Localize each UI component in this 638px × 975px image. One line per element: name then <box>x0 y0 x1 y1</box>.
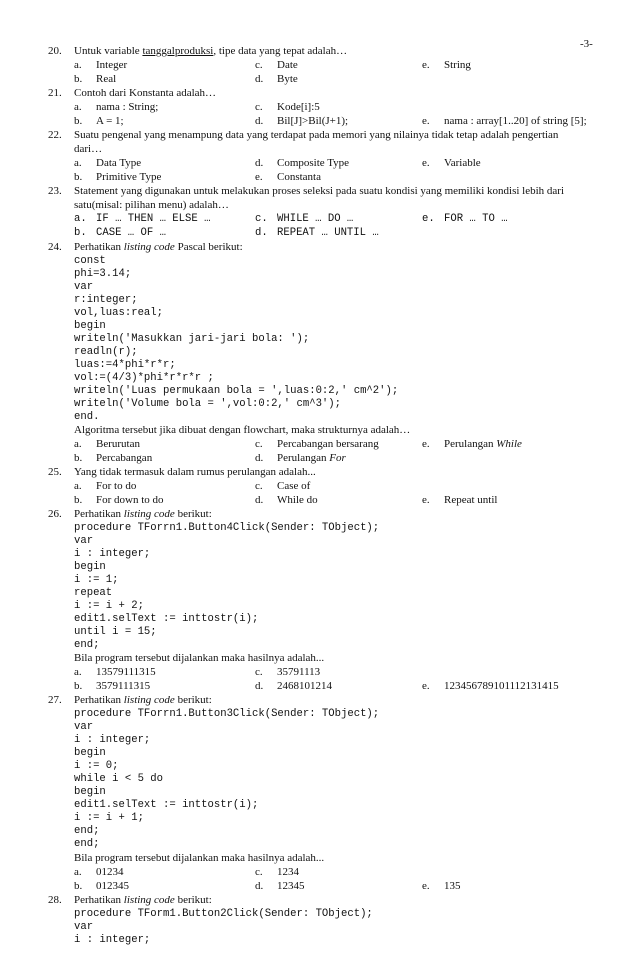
code-listing-q27 <box>74 708 638 851</box>
question-intro: Perhatikan listing code berikut: <box>74 694 212 706</box>
option-a: a. Data Type <box>74 157 142 169</box>
question-24-options-row-2 <box>0 452 638 465</box>
question-22-options-row-1 <box>0 157 638 170</box>
question-27-question-row <box>0 852 638 865</box>
code-line: var <box>74 921 94 933</box>
option-b: b. Real <box>74 73 117 85</box>
code-line: begin <box>74 561 106 573</box>
option-e: e. String <box>422 59 471 71</box>
option-b: b. Primitive Type <box>74 171 162 183</box>
code-line: edit1.selText := inttostr(i); <box>74 799 259 811</box>
question-text: Bila program tersebut dijalankan maka hasilnya adalah... <box>74 652 325 664</box>
code-line: readln(r); <box>74 346 138 358</box>
option-e: e. Variable <box>422 157 481 169</box>
question-23-options-row-2 <box>0 227 638 240</box>
option-c: c. Case of <box>255 480 311 492</box>
question-23-stem-row-2 <box>0 199 638 212</box>
code-listing-q26 <box>74 522 638 652</box>
code-line: end; <box>74 825 100 837</box>
question-24-intro-row <box>0 241 638 254</box>
option-d: d. While do <box>255 494 318 506</box>
question-23-options-row-1 <box>0 213 638 226</box>
option-d: d. 2468101214 <box>255 680 332 692</box>
option-a: a. Berurutan <box>74 438 140 450</box>
code-line: end; <box>74 838 100 850</box>
option-c: c. 35791113 <box>255 666 321 678</box>
question-25-options-row-2 <box>0 494 638 507</box>
option-d: d. 12345 <box>255 880 305 892</box>
page-number: -3- <box>580 38 593 50</box>
option-b: b. 012345 <box>74 880 129 892</box>
question-number: 27. <box>48 694 62 706</box>
option-c: c. Date <box>255 59 298 71</box>
question-21-stem-row <box>0 87 638 100</box>
question-25-stem-row <box>0 466 638 479</box>
code-line: procedure TForrn1.Button3Click(Sender: TObject); <box>74 708 380 720</box>
question-26-options-row-2 <box>0 680 638 693</box>
question-20-options-row-1 <box>0 59 638 72</box>
option-d: d. Byte <box>255 73 298 85</box>
code-line: var <box>74 281 94 293</box>
question-22-stem-row <box>0 129 638 142</box>
question-22-options-row-2 <box>0 171 638 184</box>
option-d: d. REPEAT … UNTIL … <box>255 227 379 239</box>
question-27-intro-row <box>0 694 638 707</box>
question-26-options-row-1 <box>0 666 638 679</box>
question-24-question-row <box>0 424 638 437</box>
question-stem-continued: satu(misal: pilihan menu) adalah… <box>74 199 229 211</box>
code-line: while i < 5 do <box>74 773 164 785</box>
code-line: procedure TForm1.Button2Click(Sender: TObject); <box>74 908 373 920</box>
code-line: end. <box>74 411 100 423</box>
option-d: d. Perulangan For <box>255 452 346 464</box>
option-a: a. 13579111315 <box>74 666 156 678</box>
question-intro: Perhatikan listing code berikut: <box>74 508 212 520</box>
question-number: 26. <box>48 508 62 520</box>
option-a: a. Integer <box>74 59 128 71</box>
question-number: 21. <box>48 87 62 99</box>
option-d: d. Bil[J]>Bil(J+1); <box>255 115 349 127</box>
option-c: c. 1234 <box>255 866 299 878</box>
option-e: e. FOR … TO … <box>422 213 508 225</box>
code-line: end; <box>74 639 100 651</box>
question-stem: Suatu pengenal yang menampung data yang terdapat pada memori yang nilainya tidak tetap adalah pengertian <box>74 129 559 141</box>
question-stem: Untuk variable tanggalproduksi, tipe data yang tepat adalah… <box>74 45 348 57</box>
question-23-stem-row <box>0 185 638 198</box>
question-25-options-row-1 <box>0 480 638 493</box>
question-28-intro-row <box>0 894 638 907</box>
option-e: e. nama : array[1..20] of string [5]; <box>422 115 587 127</box>
code-line: begin <box>74 747 106 759</box>
question-24-options-row-1 <box>0 438 638 451</box>
option-b: b. 3579111315 <box>74 680 151 692</box>
option-c: c. Percabangan bersarang <box>255 438 379 450</box>
question-20-stem-row <box>0 45 638 58</box>
code-line: edit1.selText := inttostr(i); <box>74 613 259 625</box>
question-number: 28. <box>48 894 62 906</box>
code-line: repeat <box>74 587 113 599</box>
question-stem: Contoh dari Konstanta adalah… <box>74 87 217 99</box>
option-e: e. Repeat until <box>422 494 498 506</box>
option-a: a. nama : String; <box>74 101 159 113</box>
option-b: b. For down to do <box>74 494 164 506</box>
question-text: Algoritma tersebut jika dibuat dengan flowchart, maka strukturnya adalah… <box>74 424 411 436</box>
code-line: procedure TForrn1.Button4Click(Sender: TObject); <box>74 522 380 534</box>
question-number: 23. <box>48 185 62 197</box>
option-c: c. WHILE … DO … <box>255 213 354 225</box>
question-number: 20. <box>48 45 62 57</box>
question-27-options-row-2 <box>0 880 638 893</box>
code-line: const <box>74 255 106 267</box>
question-number: 25. <box>48 466 62 478</box>
question-number: 24. <box>48 241 62 253</box>
code-line: i := i + 1; <box>74 812 144 824</box>
question-21-options-row-1 <box>0 101 638 114</box>
code-line: i : integer; <box>74 934 151 946</box>
option-c: c. Kode[i]:5 <box>255 101 320 113</box>
code-line: i := 1; <box>74 574 119 586</box>
option-b: b. A = 1; <box>74 115 124 127</box>
code-line: i : integer; <box>74 734 151 746</box>
question-27-options-row-1 <box>0 866 638 879</box>
code-listing-q24 <box>74 255 638 424</box>
code-line: begin <box>74 320 106 332</box>
code-line: phi=3.14; <box>74 268 132 280</box>
option-e: e. Perulangan While <box>422 438 522 450</box>
question-number: 22. <box>48 129 62 141</box>
code-line: writeln('Masukkan jari-jari bola: '); <box>74 333 310 345</box>
option-e: e. 123456789101112131415 <box>422 680 559 692</box>
question-intro: Perhatikan listing code Pascal berikut: <box>74 241 243 253</box>
underlined-term: tanggalproduksi <box>142 45 214 57</box>
code-line: writeln('Luas permukaan bola = ',luas:0:2,' cm^2'); <box>74 385 399 397</box>
option-a: a. IF … THEN … ELSE … <box>74 213 211 225</box>
option-b: b. Percabangan <box>74 452 153 464</box>
question-stem: Statement yang digunakan untuk melakukan proses seleksi pada suatu kondisi yang memiliki kondisi lebih dari <box>74 185 565 197</box>
question-stem-continued: dari… <box>74 143 103 155</box>
code-line: r:integer; <box>74 294 138 306</box>
code-line: var <box>74 721 94 733</box>
option-a: a. 01234 <box>74 866 124 878</box>
question-stem: Yang tidak termasuk dalam rumus perulangan adalah... <box>74 466 316 478</box>
question-22-stem-row-2 <box>0 143 638 156</box>
code-line: begin <box>74 786 106 798</box>
code-line: i := i + 2; <box>74 600 144 612</box>
code-line: vol,luas:real; <box>74 307 164 319</box>
code-line: until i = 15; <box>74 626 157 638</box>
question-text: Bila program tersebut dijalankan maka hasilnya adalah... <box>74 852 325 864</box>
code-line: writeln('Volume bola = ',vol:0:2,' cm^3'); <box>74 398 342 410</box>
question-20-options-row-2 <box>0 73 638 86</box>
code-line: i : integer; <box>74 548 151 560</box>
code-line: luas:=4*phi*r*r; <box>74 359 176 371</box>
option-b: b. CASE … OF … <box>74 227 166 239</box>
code-line: vol:=(4/3)*phi*r*r*r ; <box>74 372 214 384</box>
code-listing-q28 <box>74 908 638 947</box>
question-21-options-row-2 <box>0 115 638 128</box>
code-line: i := 0; <box>74 760 119 772</box>
question-intro: Perhatikan listing code berikut: <box>74 894 212 906</box>
option-a: a. For to do <box>74 480 137 492</box>
option-e: e. 135 <box>422 880 461 892</box>
code-line: var <box>74 535 94 547</box>
option-e-second: e. Constanta <box>255 171 321 183</box>
question-26-intro-row <box>0 508 638 521</box>
option-d: d. Composite Type <box>255 157 350 169</box>
question-26-question-row <box>0 652 638 665</box>
